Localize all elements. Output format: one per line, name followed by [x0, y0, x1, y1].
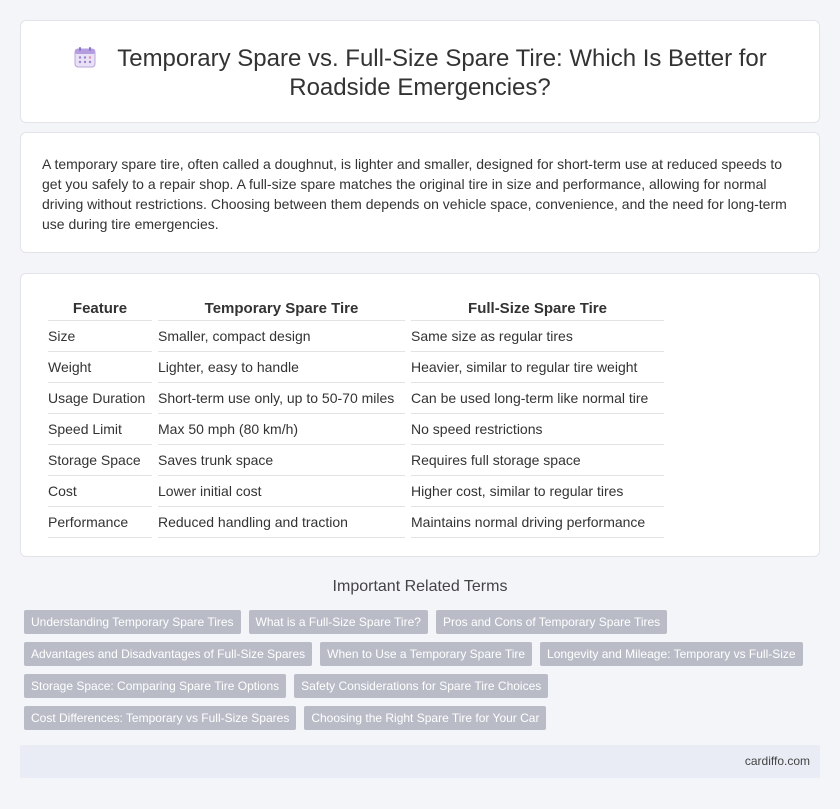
related-term-tag[interactable]: Cost Differences: Temporary vs Full-Size Spares: [24, 706, 296, 730]
related-terms-heading: Important Related Terms: [332, 578, 508, 595]
tag-row: [24, 706, 814, 730]
table-cell: Reduced handling and traction: [158, 507, 405, 538]
table-row: [48, 321, 664, 352]
tag-row: [24, 610, 814, 634]
tag-row: [24, 674, 814, 698]
tag-row: [24, 642, 814, 666]
table-cell: Cost: [48, 476, 152, 507]
table-row: [48, 383, 664, 414]
table-header-row: [48, 294, 664, 321]
related-term-tag[interactable]: Understanding Temporary Spare Tires: [24, 610, 241, 634]
table-cell: Smaller, compact design: [158, 321, 405, 352]
table-row: [48, 476, 664, 507]
page-title: [21, 44, 819, 102]
table-row: [48, 414, 664, 445]
table-cell: Heavier, similar to regular tire weight: [411, 352, 664, 383]
related-term-tag[interactable]: When to Use a Temporary Spare Tire: [320, 642, 532, 666]
related-term-tag[interactable]: Storage Space: Comparing Spare Tire Options: [24, 674, 286, 698]
related-term-tag[interactable]: Longevity and Mileage: Temporary vs Full-Size: [540, 642, 803, 666]
title-line-1: Temporary Spare vs. Full-Size Spare Tire: Which Is Better for: [117, 45, 767, 72]
table-row: [48, 507, 664, 538]
table-cell: Same size as regular tires: [411, 321, 664, 352]
calendar-icon: [73, 45, 97, 69]
related-term-tag[interactable]: Choosing the Right Spare Tire for Your Car: [304, 706, 546, 730]
table-cell: No speed restrictions: [411, 414, 664, 445]
table-cell: Storage Space: [48, 445, 152, 476]
comparison-table: [42, 294, 670, 538]
title-line-2: Roadside Emergencies?: [289, 74, 551, 101]
table-cell: Performance: [48, 507, 152, 538]
table-cell: Lighter, easy to handle: [158, 352, 405, 383]
table-cell: Speed Limit: [48, 414, 152, 445]
header-temporary: Temporary Spare Tire: [158, 294, 405, 321]
table-cell: Size: [48, 321, 152, 352]
table-cell: Higher cost, similar to regular tires: [411, 476, 664, 507]
related-terms-list: [24, 610, 814, 738]
related-term-tag[interactable]: Advantages and Disadvantages of Full-Size Spares: [24, 642, 312, 666]
table-cell: Saves trunk space: [158, 445, 405, 476]
table-cell: Usage Duration: [48, 383, 152, 414]
footer: [20, 745, 820, 778]
title-card: [20, 20, 820, 123]
related-term-tag[interactable]: What is a Full-Size Spare Tire?: [249, 610, 428, 634]
table-cell: Requires full storage space: [411, 445, 664, 476]
footer-site-link[interactable]: cardiffo.com: [744, 754, 810, 768]
intro-text: A temporary spare tire, often called a doughnut, is lighter and smaller, designed for short-term use at reduced speeds to get you safely to a repair shop. A full-size spare matches the original tire in size and performance, allowing for normal driving without restrictions. Choosing between them depends on vehicle space, convenience, and the need for long-term use during tire emergencies.: [42, 156, 787, 232]
intro-card: [20, 132, 820, 253]
header-full-size: Full-Size Spare Tire: [411, 294, 664, 321]
table-row: [48, 352, 664, 383]
table-cell: Lower initial cost: [158, 476, 405, 507]
header-feature: Feature: [48, 294, 152, 321]
table-cell: Weight: [48, 352, 152, 383]
related-term-tag[interactable]: Pros and Cons of Temporary Spare Tires: [436, 610, 667, 634]
table-cell: Maintains normal driving performance: [411, 507, 664, 538]
table-row: [48, 445, 664, 476]
related-term-tag[interactable]: Safety Considerations for Spare Tire Choices: [294, 674, 548, 698]
table-cell: Can be used long-term like normal tire: [411, 383, 664, 414]
comparison-card: [20, 273, 820, 557]
table-cell: Short-term use only, up to 50-70 miles: [158, 383, 405, 414]
table-cell: Max 50 mph (80 km/h): [158, 414, 405, 445]
